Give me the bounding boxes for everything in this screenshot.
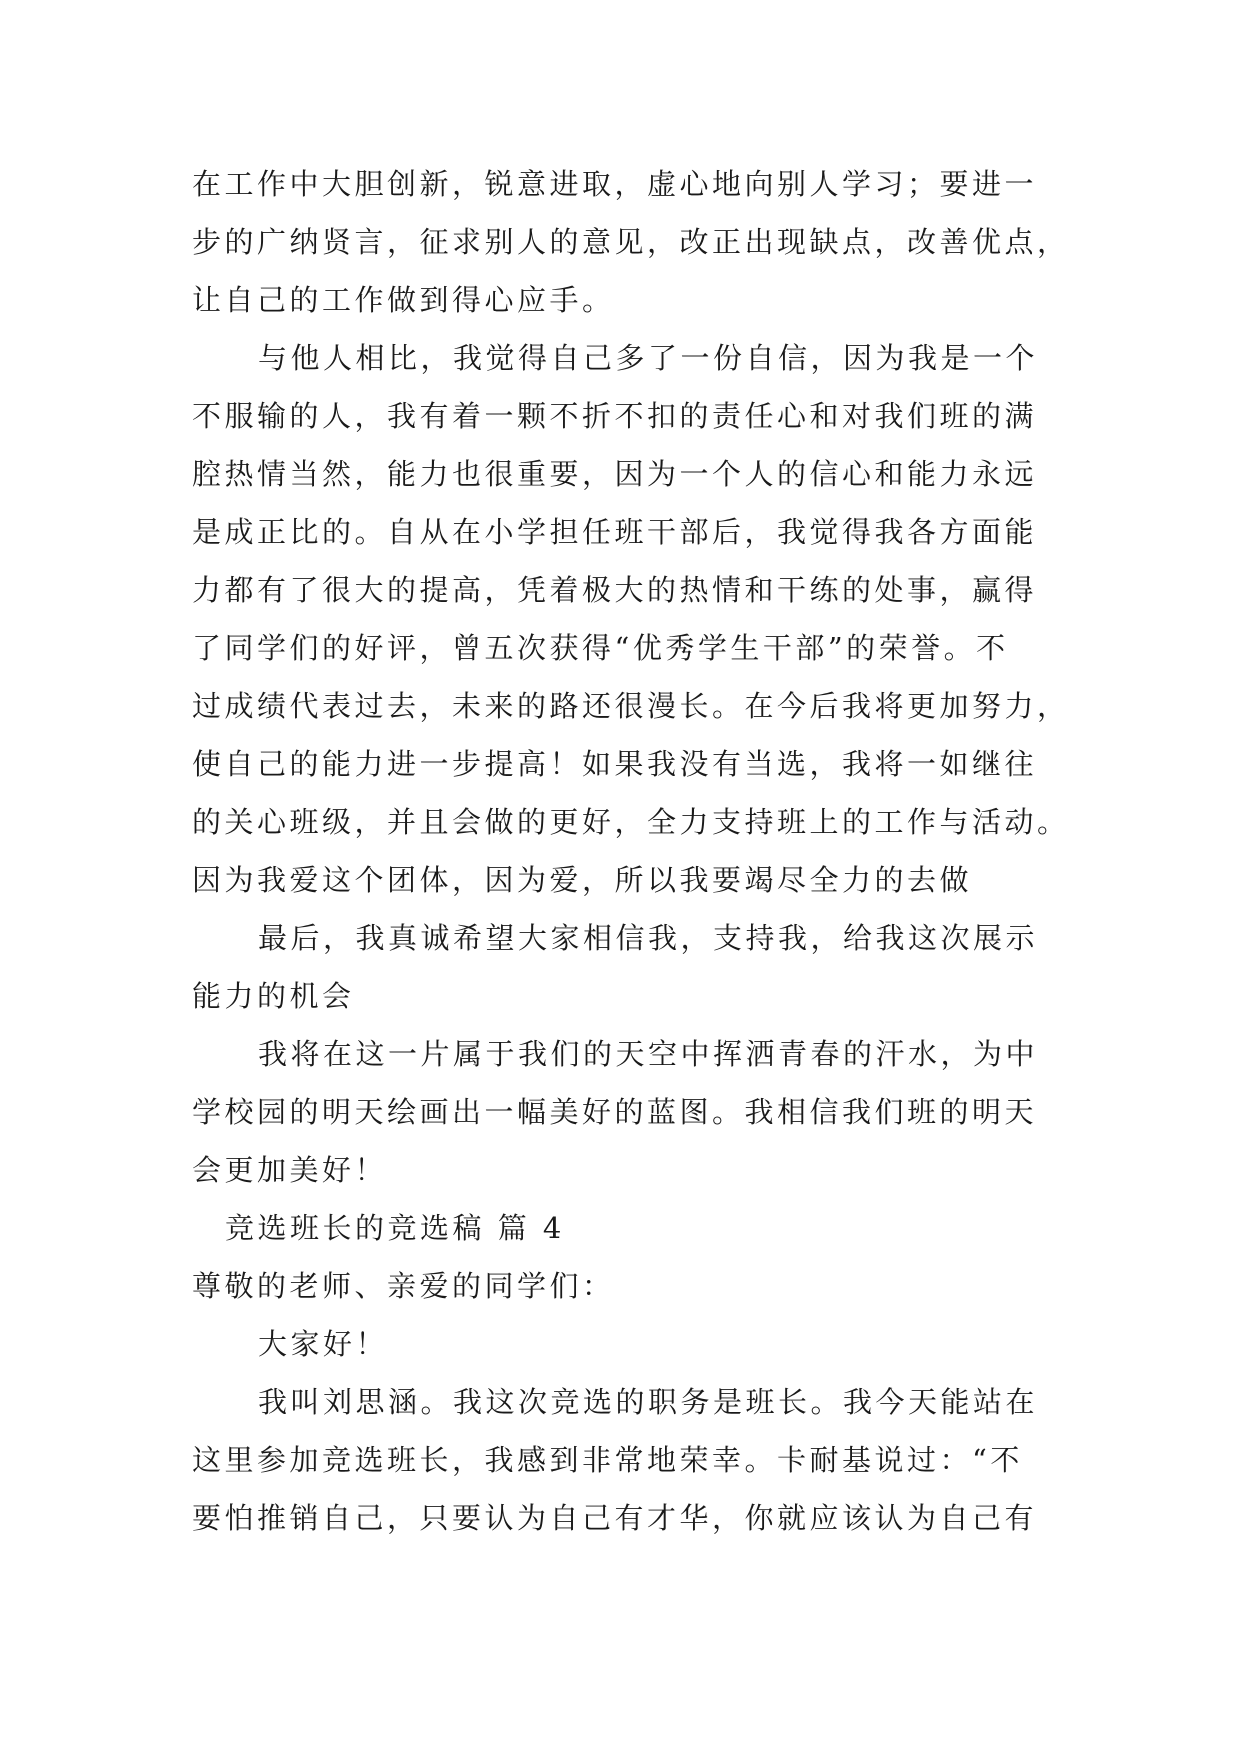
text-line: 了同学们的好评，曾五次获得“优秀学生干部”的荣誉。不	[192, 631, 1009, 665]
text-line: 最后，我真诚希望大家相信我，支持我，给我这次展示	[258, 921, 1039, 955]
text-line: 腔热情当然，能力也很重要，因为一个人的信心和能力永远	[192, 457, 1038, 491]
text-line: 与他人相比，我觉得自己多了一份自信，因为我是一个	[258, 341, 1039, 375]
text-line: 让自己的工作做到得心应手。	[192, 283, 615, 317]
text-line: 力都有了很大的提高，凭着极大的热情和干练的处事，赢得	[192, 573, 1038, 607]
text-line: 要怕推销自己，只要认为自己有才华，你就应该认为自己有	[192, 1501, 1038, 1535]
paragraph-2	[192, 329, 1070, 909]
text-line: 使自己的能力进一步提高！如果我没有当选，我将一如继往	[192, 747, 1038, 781]
text-line: 过成绩代表过去，未来的路还很漫长。在今后我将更加努力，	[192, 689, 1070, 723]
section-heading: 竞选班长的竞选稿 篇 4	[225, 1211, 565, 1245]
greeting: 大家好！	[258, 1327, 389, 1361]
document-page	[192, 155, 1070, 1547]
paragraph-1	[192, 155, 1070, 329]
text-line: 步的广纳贤言，征求别人的意见，改正出现缺点，改善优点，	[192, 225, 1070, 259]
text-line: 不服输的人，我有着一颗不折不扣的责任心和对我们班的满	[192, 399, 1038, 433]
text-line: 是成正比的。自从在小学担任班干部后，我觉得我各方面能	[192, 515, 1038, 549]
text-line: 能力的机会	[192, 979, 355, 1013]
text-line: 在工作中大胆创新，锐意进取，虚心地向别人学习；要进一	[192, 167, 1038, 201]
text-line: 我将在这一片属于我们的天空中挥洒青春的汗水，为中	[258, 1037, 1039, 1071]
paragraph-3	[192, 909, 1058, 1025]
text-line: 我叫刘思涵。我这次竞选的职务是班长。我今天能站在	[258, 1385, 1039, 1419]
text-line: 会更加美好！	[192, 1153, 388, 1187]
text-line: 学校园的明天绘画出一幅美好的蓝图。我相信我们班的明天	[192, 1095, 1038, 1129]
text-line: 因为我爱这个团体，因为爱，所以我要竭尽全力的去做	[192, 863, 973, 897]
salutation: 尊敬的老师、亲爱的同学们：	[192, 1269, 615, 1303]
text-line: 的关心班级，并且会做的更好，全力支持班上的工作与活动。	[192, 805, 1070, 839]
paragraph-4	[192, 1025, 1058, 1199]
paragraph-5	[192, 1373, 1058, 1547]
text-line: 这里参加竞选班长，我感到非常地荣幸。卡耐基说过：“不	[192, 1443, 1023, 1477]
